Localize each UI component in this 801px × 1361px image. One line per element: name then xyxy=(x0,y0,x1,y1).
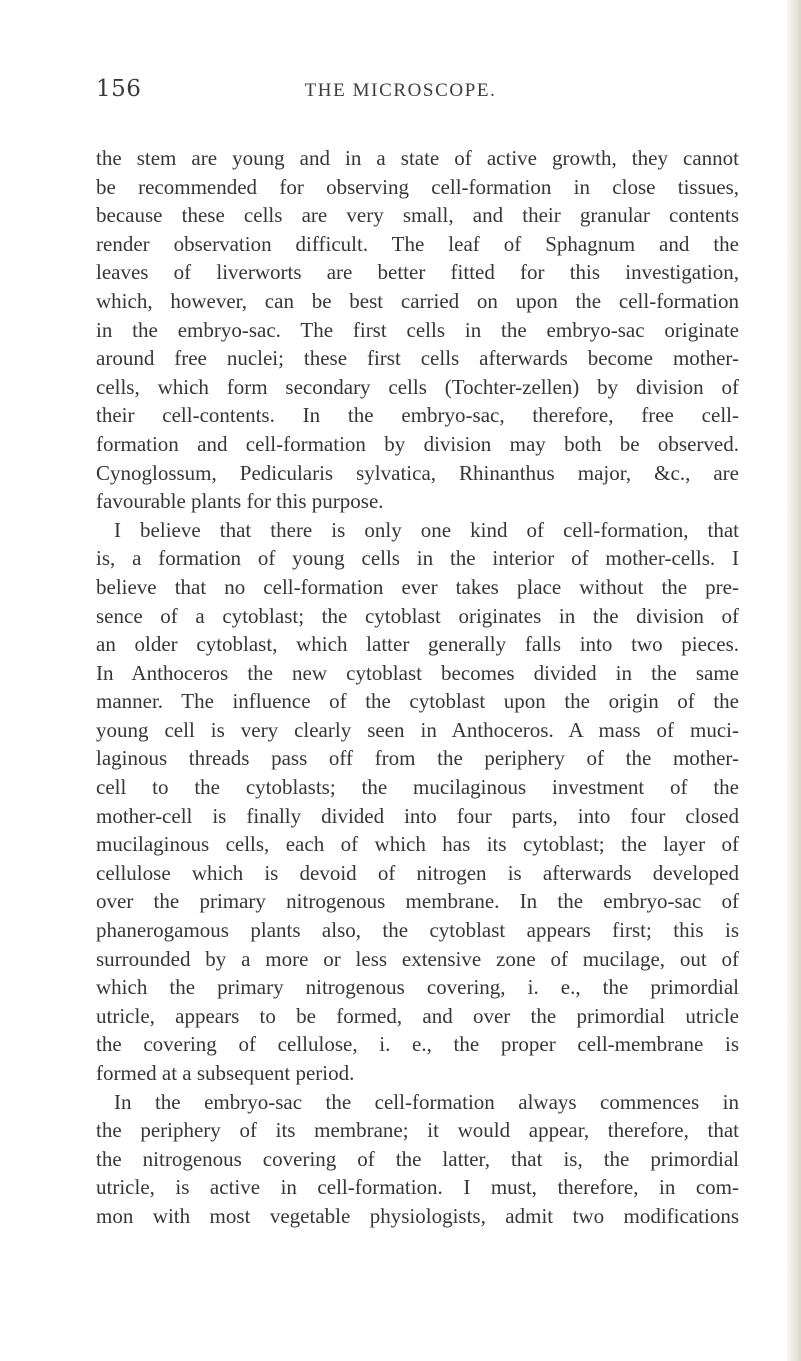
text-line: around free nuclei; these first cells afterwards become mother- xyxy=(96,346,739,371)
page-header xyxy=(0,76,801,116)
text-line: the stem are young and in a state of active growth, they cannot xyxy=(96,146,739,170)
running-head: THE MICROSCOPE. xyxy=(304,80,497,101)
text-line: In Anthoceros the new cytoblast becomes divided in the same xyxy=(96,660,739,685)
page-edge-shadow xyxy=(787,0,801,1361)
text-line: render observation difficult. The leaf of Sphagnum and the xyxy=(96,231,739,256)
text-line: is, a formation of young cells in the interior of mother-cells. I xyxy=(96,546,739,571)
text-line: utricle, appears to be formed, and over the primordial utricle xyxy=(96,1003,739,1028)
paragraph-end-line: formed at a subsequent period. xyxy=(96,1061,355,1085)
text-line: leaves of liverworts are better fitted for this investigation, xyxy=(96,260,739,285)
text-line: the nitrogenous covering of the latter, that is, the primordial xyxy=(96,1146,739,1171)
paragraph-start-line: In the embryo-sac the cell-formation always commences in xyxy=(114,1089,739,1114)
text-line: in the embryo-sac. The first cells in the embryo-sac originate xyxy=(96,317,739,342)
text-line: mon with most vegetable physiologists, admit two modifications xyxy=(96,1203,739,1228)
text-line: Cynoglossum, Pedicularis sylvatica, Rhinanthus major, &c., are xyxy=(96,460,739,485)
text-line: cells, which form secondary cells (Tochter-zellen) by division of xyxy=(96,374,739,399)
text-line: cell to the cytoblasts; the mucilaginous investment of the xyxy=(96,775,739,800)
text-line: their cell-contents. In the embryo-sac, therefore, free cell- xyxy=(96,403,739,428)
text-line: formation and cell-formation by division may both be observed. xyxy=(96,431,739,456)
text-line: which the primary nitrogenous covering, i. e., the primordial xyxy=(96,975,739,1000)
text-line: cellulose which is devoid of nitrogen is afterwards developed xyxy=(96,860,739,885)
text-line: because these cells are very small, and their granular contents xyxy=(96,203,739,228)
text-line: utricle, is active in cell-formation. I must, therefore, in com- xyxy=(96,1175,739,1200)
text-line: sence of a cytoblast; the cytoblast originates in the division of xyxy=(96,603,739,628)
text-line: surrounded by a more or less extensive zone of mucilage, out of xyxy=(96,946,739,971)
text-line: over the primary nitrogenous membrane. In the embryo-sac of xyxy=(96,889,739,914)
text-line: an older cytoblast, which latter generally falls into two pieces. xyxy=(96,632,739,657)
text-line: laginous threads pass off from the periphery of the mother- xyxy=(96,746,739,771)
text-line: young cell is very clearly seen in Anthoceros. A mass of muci- xyxy=(96,717,739,742)
paragraph-end-line: favourable plants for this purpose. xyxy=(96,489,384,514)
text-line: the covering of cellulose, i. e., the proper cell-membrane is xyxy=(96,1032,739,1057)
page-number: 156 xyxy=(96,76,142,102)
body-text xyxy=(96,144,739,1231)
paragraph-start-line: I believe that there is only one kind of cell-formation, that xyxy=(114,517,739,542)
text-line: which, however, can be best carried on upon the cell-formation xyxy=(96,288,739,313)
text-line: be recommended for observing cell-formation in close tissues, xyxy=(96,174,739,199)
text-line: believe that no cell-formation ever takes place without the pre- xyxy=(96,574,739,599)
text-line: mucilaginous cells, each of which has its cytoblast; the layer of xyxy=(96,832,739,857)
text-line: mother-cell is finally divided into four parts, into four closed xyxy=(96,803,739,828)
text-line: phanerogamous plants also, the cytoblast appears first; this is xyxy=(96,918,739,943)
text-line: manner. The influence of the cytoblast upon the origin of the xyxy=(96,689,739,714)
text-line: the periphery of its membrane; it would appear, therefore, that xyxy=(96,1118,739,1143)
